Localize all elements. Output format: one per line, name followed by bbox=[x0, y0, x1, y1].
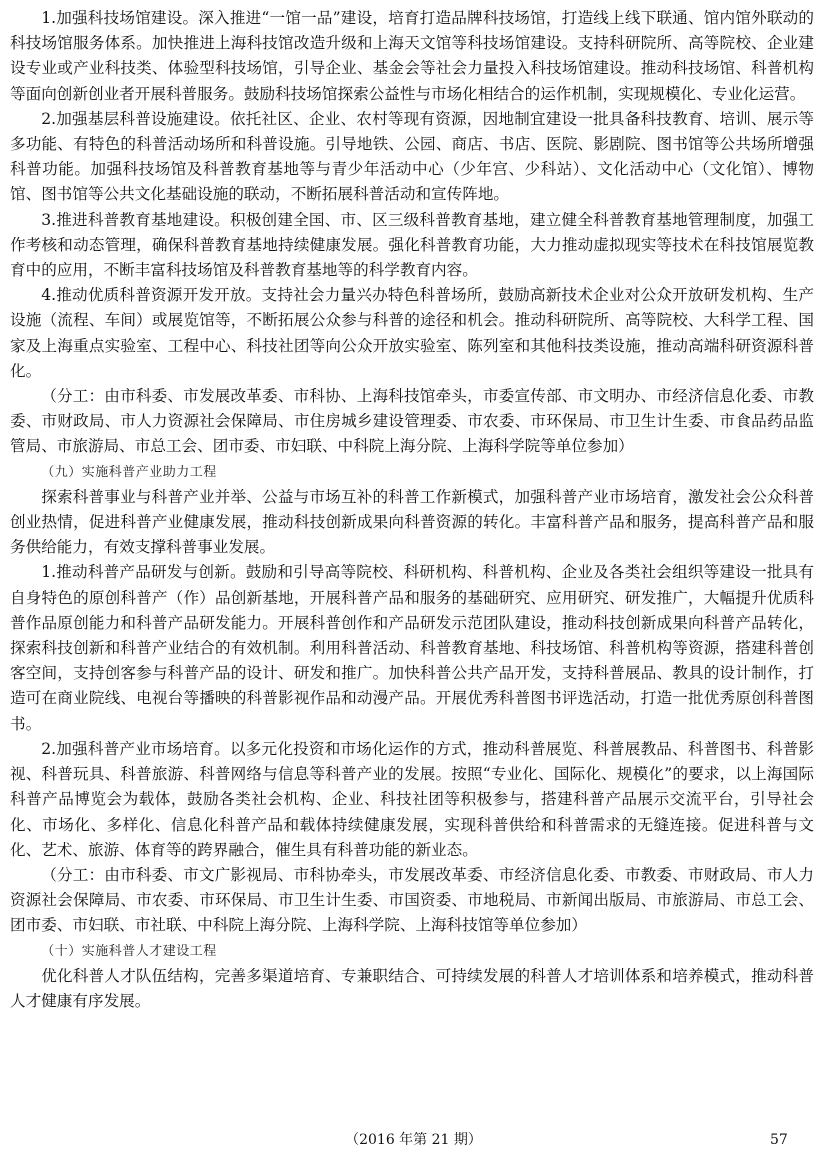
paragraph-science-venue-construction: 1.加强科技场馆建设。深入推进“一馆一品”建设，培育打造品牌科技场馆，打造线上线下联通、馆内馆外联动的科技场馆服务体系。加快推进上海科技馆改造升级和上海天文馆等科技场馆建设。支持科研院所、高等院校、企业建设专业或产业科技类、体验型科技场馆，引导企业、基金会等社会力量投入科技场馆建设。推动科技场馆、科普机构等面向创新创业者开展科普服务。鼓励科技场馆探索公益性与市场化相结合的运作机制，实现规模化、专业化运营。 bbox=[10, 9, 814, 103]
paragraph-grassroots-facilities: 2.加强基层科普设施建设。依托社区、企业、农村等现有资源，因地制宜建设一批具备科技教育、培训、展示等多功能、有特色的科普活动场所和科普设施。引导地铁、公园、商店、书店、医院、影剧院、图书馆等公共场所增强科普功能。加强科技场馆及科普教育基地等与青少年活动中心（少年宫、少科站）、文化活动中心（文化馆）、博物馆、图书馆等公共文化基础设施的联动，不断拓展科普活动和宣传阵地。 bbox=[10, 109, 814, 204]
section-heading-9: （九）实施科普产业助力工程 bbox=[41, 464, 217, 480]
section-heading-10: （十）实施科普人才建设工程 bbox=[41, 943, 217, 959]
paragraph-quality-resources-opening: 4.推动优质科普资源开发开放。支持社会力量兴办特色科普场所，鼓励高新技术企业对公众开放研发机构、生产设施（流程、车间）或展览馆等，不断拓展公众参与科普的途径和机会。推动科研院所、高等院校、大科学工程、国家及上海重点实验室、工程中心、科技社团等向公众开放实验室、陈列室和其他科技类设施，推动高端科研资源科普化。 bbox=[10, 286, 814, 380]
page-number: 57 bbox=[770, 1132, 788, 1148]
paragraph-market-cultivation: 2.加强科普产业市场培育。以多元化投资和市场化运作的方式，推动科普展览、科普展教品、科普图书、科普影视、科普玩具、科普旅游、科普网络与信息等科普产业的发展。按照“专业化、国际化、规模化”的要求，以上海国际科普产品博览会为载体，鼓励各类社会机构、企业、科技社团等积极参与，搭建科普产品展示交流平台，引导社会化、市场化、多样化、信息化科普产品和载体持续健康发展，实现科普供给和科普需求的无缝连接。促进科普与文化、艺术、旅游、体育等的跨界融合，催生具有科普功能的新业态。 bbox=[10, 739, 814, 859]
paragraph-talent-intro: 优化科普人才队伍结构，完善多渠道培育、专兼职结合、可持续发展的科普人才培训体系和培养模式，推动科普人才健康有序发展。 bbox=[10, 966, 814, 1010]
paragraph-education-base-construction: 3.推进科普教育基地建设。积极创建全国、市、区三级科普教育基地，建立健全科普教育基地管理制度，加强工作考核和动态管理，确保科普教育基地持续健康发展。强化科普教育功能，大力推动虚拟现实等技术在科技馆展览教育中的应用，不断丰富科技场馆及科普教育基地等的科学教育内容。 bbox=[10, 210, 814, 280]
issue-label: （2016 年第 21 期） bbox=[345, 1132, 482, 1148]
division-note-section-8: （分工：由市科委、市发展改革委、市科协、上海科技馆牵头，市委宣传部、市文明办、市经济信息化委、市教委、市财政局、市人力资源社会保障局、市住房城乡建设管理委、市农委、市环保局、市卫生计生委、市食品药品监管局、市旅游局、市总工会、团市委、市妇联、中科院上海分院、上海科学院等单位参加） bbox=[10, 387, 814, 456]
division-note-section-9: （分工：由市科委、市文广影视局、市科协牵头，市发展改革委、市经济信息化委、市教委、市财政局、市人力资源社会保障局、市农委、市环保局、市卫生计生委、市国资委、市地税局、市新闻出版局、市旅游局、市总工会、团市委、市妇联、市社联、中科院上海分院、上海科学院、上海科技馆等单位参加） bbox=[10, 865, 814, 935]
paragraph-product-innovation: 1.推动科普产品研发与创新。鼓励和引导高等院校、科研机构、科普机构、企业及各类社会组织等建设一批具有自身特色的原创科普产（作）品创新基地，开展科普产品和服务的基础研究、应用研究、研发推广，大幅提升优质科普作品原创能力和科普产品研发能力。开展科普创作和产品研发示范团队建设，推动科技创新成果向科普产品转化，探索科技创新和科普产业结合的有效机制。利用科普活动、科普教育基地、科技场馆、科普机构等资源，搭建科普创客空间，支持创客参与科普产品的设计、研发和推广。加快科普公共产品开发，支持科普展品、教具的设计制作，打造可在商业院线、电视台等播映的科普影视作品和动漫产品。开展优秀科普图书评选活动，打造一批优秀原创科普图书。 bbox=[10, 563, 814, 733]
paragraph-industry-intro: 探索科普事业与科普产业并举、公益与市场互补的科普工作新模式，加强科普产业市场培育，激发社会公众科普创业热情，促进科普产业健康发展，推动科技创新成果向科普资源的转化。丰富科普产品和服务，提高科普产品和服务供给能力，有效支撑科普事业发展。 bbox=[10, 487, 814, 557]
document-body bbox=[10, 6, 814, 1014]
page-footer bbox=[0, 1128, 827, 1152]
